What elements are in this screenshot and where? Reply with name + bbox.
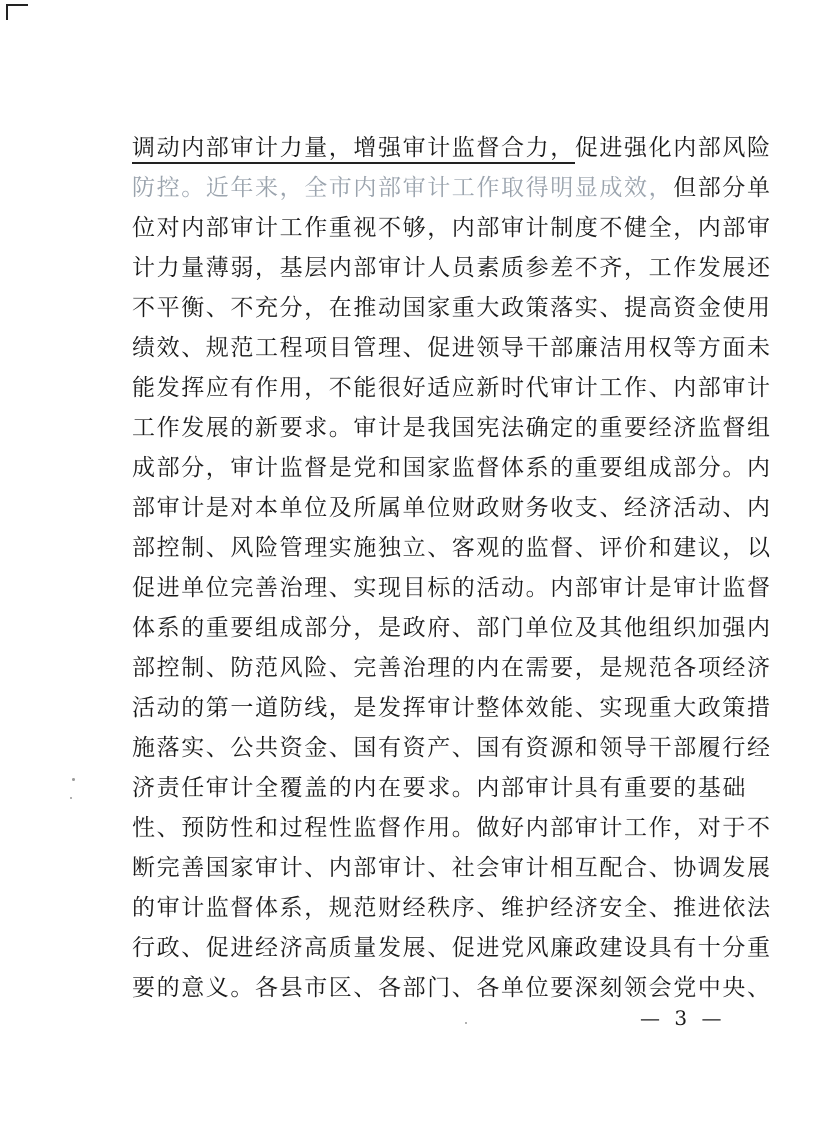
text-line: 部审计是对本单位及所属单位财政财务收支、经济活动、内	[132, 495, 772, 521]
text-line: 施落实、公共资金、国有资产、国有资源和领导干部履行经	[132, 735, 772, 761]
text-line: 绩效、规范工程项目管理、促进领导干部廉洁用权等方面未	[132, 335, 772, 361]
text-segment: 促进强化内部风险	[574, 135, 772, 161]
text-line	[132, 128, 772, 168]
underlined-phrase: 调动内部审计力量，增强审计监督合力，	[132, 135, 575, 164]
scan-speck	[70, 797, 72, 799]
text-line: 要的意义。各县市区、各部门、各单位要深刻领会党中央、	[132, 975, 772, 1001]
text-line: 位对内部审计工作重视不够，内部审计制度不健全，内部审	[132, 215, 772, 241]
text-line: 部控制、风险管理实施独立、客观的监督、评价和建议，以	[132, 535, 772, 561]
text-line: 能发挥应有作用，不能很好适应新时代审计工作、内部审计	[132, 375, 772, 401]
text-line: 性、预防性和过程性监督作用。做好内部审计工作，对于不	[132, 815, 772, 841]
text-line: 体系的重要组成部分，是政府、部门单位及其他组织加强内	[132, 615, 772, 641]
text-line: 活动的第一道防线，是发挥审计整体效能、实现重大政策措	[132, 695, 772, 721]
text-line: 行政、促进经济高质量发展、促进党风廉政建设具有十分重	[132, 935, 772, 961]
page-number: — 3 —	[640, 1006, 726, 1030]
text-segment: 但部分单	[673, 175, 772, 201]
text-line: 部控制、防范风险、完善治理的内在需要，是规范各项经济	[132, 655, 772, 681]
text-line: 断完善国家审计、内部审计、社会审计相互配合、协调发展	[132, 855, 772, 881]
scan-speck	[465, 1022, 467, 1024]
scan-corner-mark	[6, 4, 28, 20]
text-line: 计力量薄弱，基层内部审计人员素质参差不齐，工作发展还	[132, 255, 772, 281]
text-line: 不平衡、不充分，在推动国家重大政策落实、提高资金使用	[132, 295, 772, 321]
text-line: 成部分，审计监督是党和国家监督体系的重要组成部分。内	[132, 455, 772, 481]
text-line: 工作发展的新要求。审计是我国宪法确定的重要经济监督组	[132, 415, 772, 441]
text-line: 济责任审计全覆盖的内在要求。内部审计具有重要的基础	[132, 775, 747, 801]
document-body	[132, 128, 772, 1008]
faded-text-segment: 防控。近年来，全市内部审计工作取得明显成效，	[132, 175, 674, 201]
text-line: 促进单位完善治理、实现目标的活动。内部审计是审计监督	[132, 575, 772, 601]
scan-speck	[72, 778, 75, 781]
text-line	[132, 168, 772, 208]
text-line: 的审计监督体系，规范财经秩序、维护经济安全、推进依法	[132, 895, 772, 921]
